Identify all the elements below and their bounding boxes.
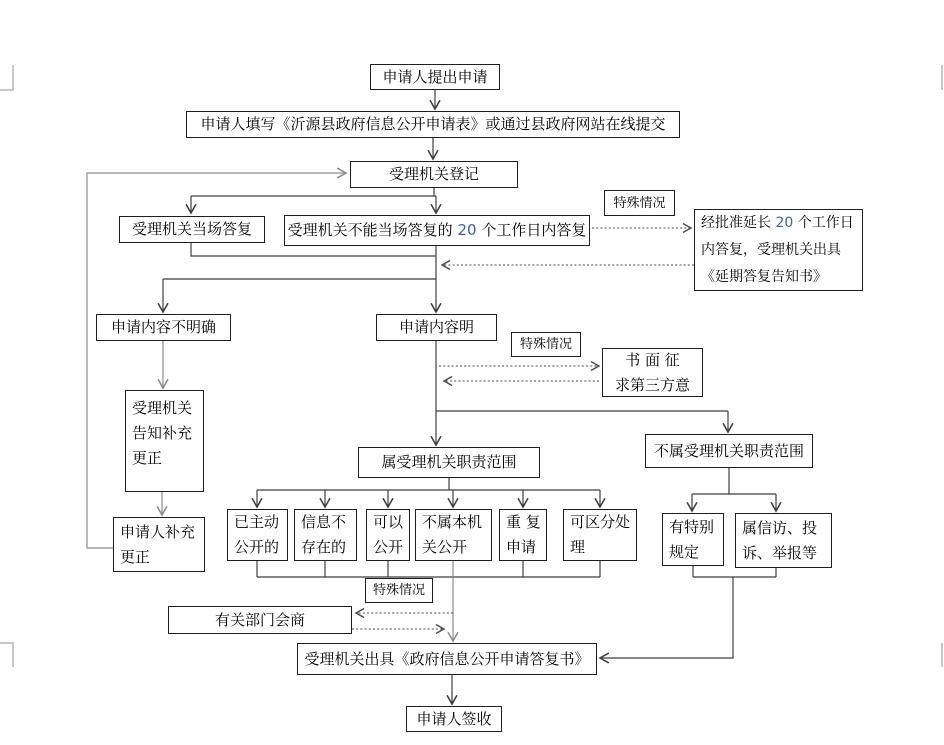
box-special-provision-text: 有特别 [669, 517, 715, 536]
box-petition-complaint [735, 513, 832, 568]
box-extension-notice-text [701, 210, 854, 237]
page-margin-crop-mark [0, 65, 13, 90]
box-info-not-exist-text: 信息不 [301, 513, 347, 531]
box-onsite-reply-text: 受理机关当场答复 [131, 220, 252, 238]
box-repeat-application-text: 重 复 [506, 513, 541, 531]
box-petition-complaint-text: 属信访、投 [742, 518, 818, 537]
box-special-case-middle [511, 332, 581, 357]
box-third-party-opinion-text: 求第三方意 [614, 375, 690, 394]
box-repeat-application-text: 申请 [506, 538, 537, 556]
box-within-scope-text: 属受理机关职责范围 [381, 453, 517, 471]
box-not-within-scope [645, 434, 813, 468]
box-department-consult-text: 有关部门会商 [214, 610, 305, 629]
text-segment: 个工作日内答复 [476, 221, 587, 239]
box-issue-reply-document-text: 受理机关出具《政府信息公开申请答复书》 [304, 649, 590, 668]
box-fill-application-form [186, 111, 680, 138]
box-supplement-notice [125, 390, 204, 492]
flow-connector [600, 577, 733, 658]
box-applicant-sign-text: 申请人签收 [416, 709, 492, 728]
box-fill-application-form-text: 申请人填写《沂源县政府信息公开申请表》或通过县政府网站在线提交 [200, 115, 666, 133]
box-reply-within-20-days-text [288, 218, 587, 243]
box-supplement-notice-text: 受理机关 [132, 399, 193, 417]
box-petition-complaint-text: 诉、举报等 [742, 543, 818, 562]
box-repeat-application [499, 509, 547, 561]
box-separable-handling-text: 可区分处 [570, 513, 631, 531]
box-extension-notice-text: 内答复，受理机关出具 [701, 241, 841, 258]
box-not-this-agency-text: 关公开 [422, 538, 468, 556]
box-info-not-exist [294, 509, 357, 561]
box-special-provision-text: 规定 [669, 542, 700, 561]
box-content-clear [376, 314, 497, 341]
box-applicant-submits-text: 申请人提出申请 [382, 67, 488, 86]
text-segment: 经批准延长 [701, 214, 776, 231]
box-supplement-notice-text: 更正 [132, 449, 163, 467]
box-within-scope [358, 447, 540, 478]
box-already-public [227, 509, 288, 561]
box-separable-handling [563, 509, 637, 561]
box-department-consult [168, 606, 352, 634]
box-onsite-reply [119, 216, 265, 243]
box-content-unclear [96, 314, 231, 341]
box-extension-notice-text: 《延期答复告知书》 [701, 268, 827, 285]
box-third-party-opinion-text: 书 面 征 [625, 350, 680, 369]
box-applicant-submits [370, 64, 500, 90]
box-not-within-scope-text: 不属受理机关职责范围 [653, 441, 804, 460]
box-can-disclose [366, 509, 410, 561]
box-applicant-supplement [113, 517, 205, 572]
box-info-not-exist-text: 存在的 [301, 538, 347, 556]
box-applicant-sign [406, 706, 502, 732]
box-reply-within-20-days [284, 215, 590, 246]
accent-number: 20 [457, 221, 477, 239]
box-third-party-opinion [602, 348, 703, 397]
box-separable-handling-text: 理 [570, 538, 586, 556]
box-agency-registration [350, 161, 518, 188]
accent-number: 20 [775, 214, 794, 231]
box-special-case-bottom-text: 特殊情况 [372, 583, 425, 598]
box-can-disclose-text: 可以 [373, 513, 404, 531]
text-segment: 受理机关不能当场答复的 [287, 221, 458, 239]
box-content-clear-text: 申请内容明 [398, 318, 474, 336]
box-special-case-middle-text: 特殊情况 [519, 337, 572, 352]
box-already-public-text: 公开的 [234, 538, 280, 556]
box-applicant-supplement-text: 申请人补充 [120, 522, 196, 541]
box-special-case-top-text: 特殊情况 [613, 195, 666, 211]
box-not-this-agency [415, 509, 492, 561]
box-special-case-bottom [365, 578, 433, 603]
box-agency-registration-text: 受理机关登记 [388, 165, 479, 183]
box-applicant-supplement-text: 更正 [120, 547, 151, 566]
box-extension-notice [694, 209, 863, 291]
box-issue-reply-document [297, 643, 597, 675]
box-can-disclose-text: 公开 [373, 538, 404, 556]
page-margin-crop-mark [0, 643, 13, 667]
box-special-provision [662, 513, 724, 566]
box-already-public-text: 已主动 [234, 513, 280, 531]
box-special-case-top [604, 190, 675, 216]
text-segment: 个工作日 [793, 214, 854, 231]
box-supplement-notice-text: 告知补充 [132, 424, 193, 442]
box-not-this-agency-text: 不属本机 [422, 513, 483, 531]
box-content-unclear-text: 申请内容不明确 [110, 318, 216, 336]
